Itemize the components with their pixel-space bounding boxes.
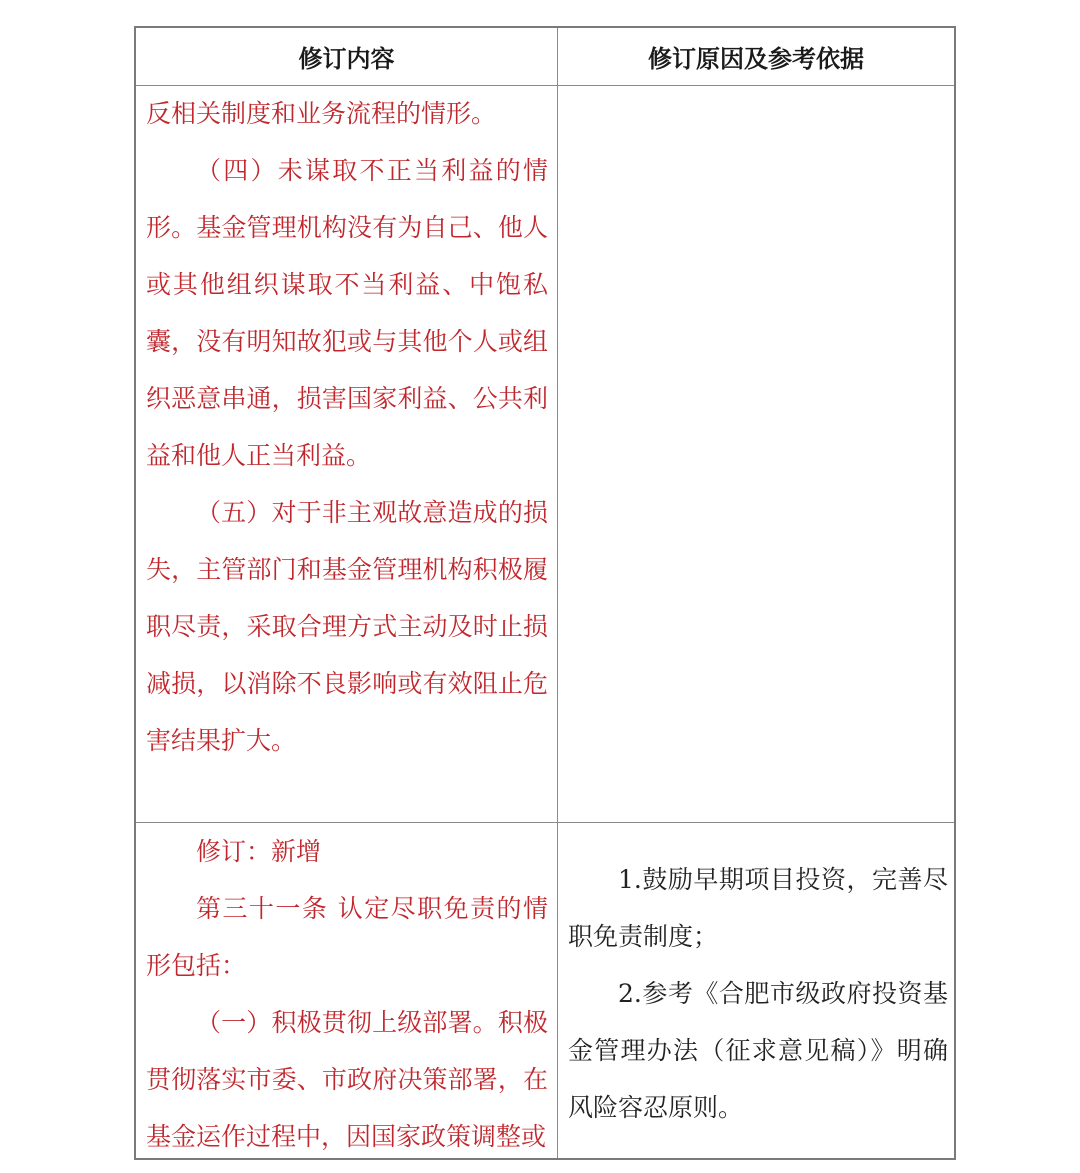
- row2-paragraph-2: 第三十一条 认定尽职免责的情形包括：: [146, 894, 548, 980]
- row1-content-cell: [146, 85, 548, 769]
- row2-paragraph-3: （一）积极贯彻上级部署。积极贯彻落实市委、市政府决策部署，在基金运作过程中，因国家政策调整或: [146, 1008, 548, 1151]
- column-divider: [557, 28, 558, 1158]
- row2-reason-2: 2.参考《合肥市级政府投资基金管理办法（征求意见稿）》明确风险容忍原则。: [568, 979, 948, 1122]
- header-revision-content: 修订内容: [298, 45, 395, 73]
- row2-paragraph-1: 修订：新增: [196, 837, 322, 866]
- revision-table: [134, 26, 956, 1160]
- row2-reason-1: 1.鼓励早期项目投资，完善尽职免责制度；: [568, 865, 948, 951]
- row1-paragraph-1: 反相关制度和业务流程的情形。: [146, 99, 497, 128]
- header-revision-reason: 修订原因及参考依据: [648, 45, 864, 73]
- row2-reason-cell: [568, 851, 948, 1136]
- row2-content-cell: [146, 823, 548, 1165]
- row1-paragraph-2: （四）未谋取不正当利益的情形。基金管理机构没有为自己、他人或其他组织谋取不当利益、中饱私囊，没有明知故犯或与其他个人或组织恶意串通，损害国家利益、公共利益和他人正当利益。: [146, 156, 548, 470]
- row1-paragraph-3: （五）对于非主观故意造成的损失，主管部门和基金管理机构积极履职尽责，采取合理方式主动及时止损减损，以消除不良影响或有效阻止危害结果扩大。: [146, 498, 548, 755]
